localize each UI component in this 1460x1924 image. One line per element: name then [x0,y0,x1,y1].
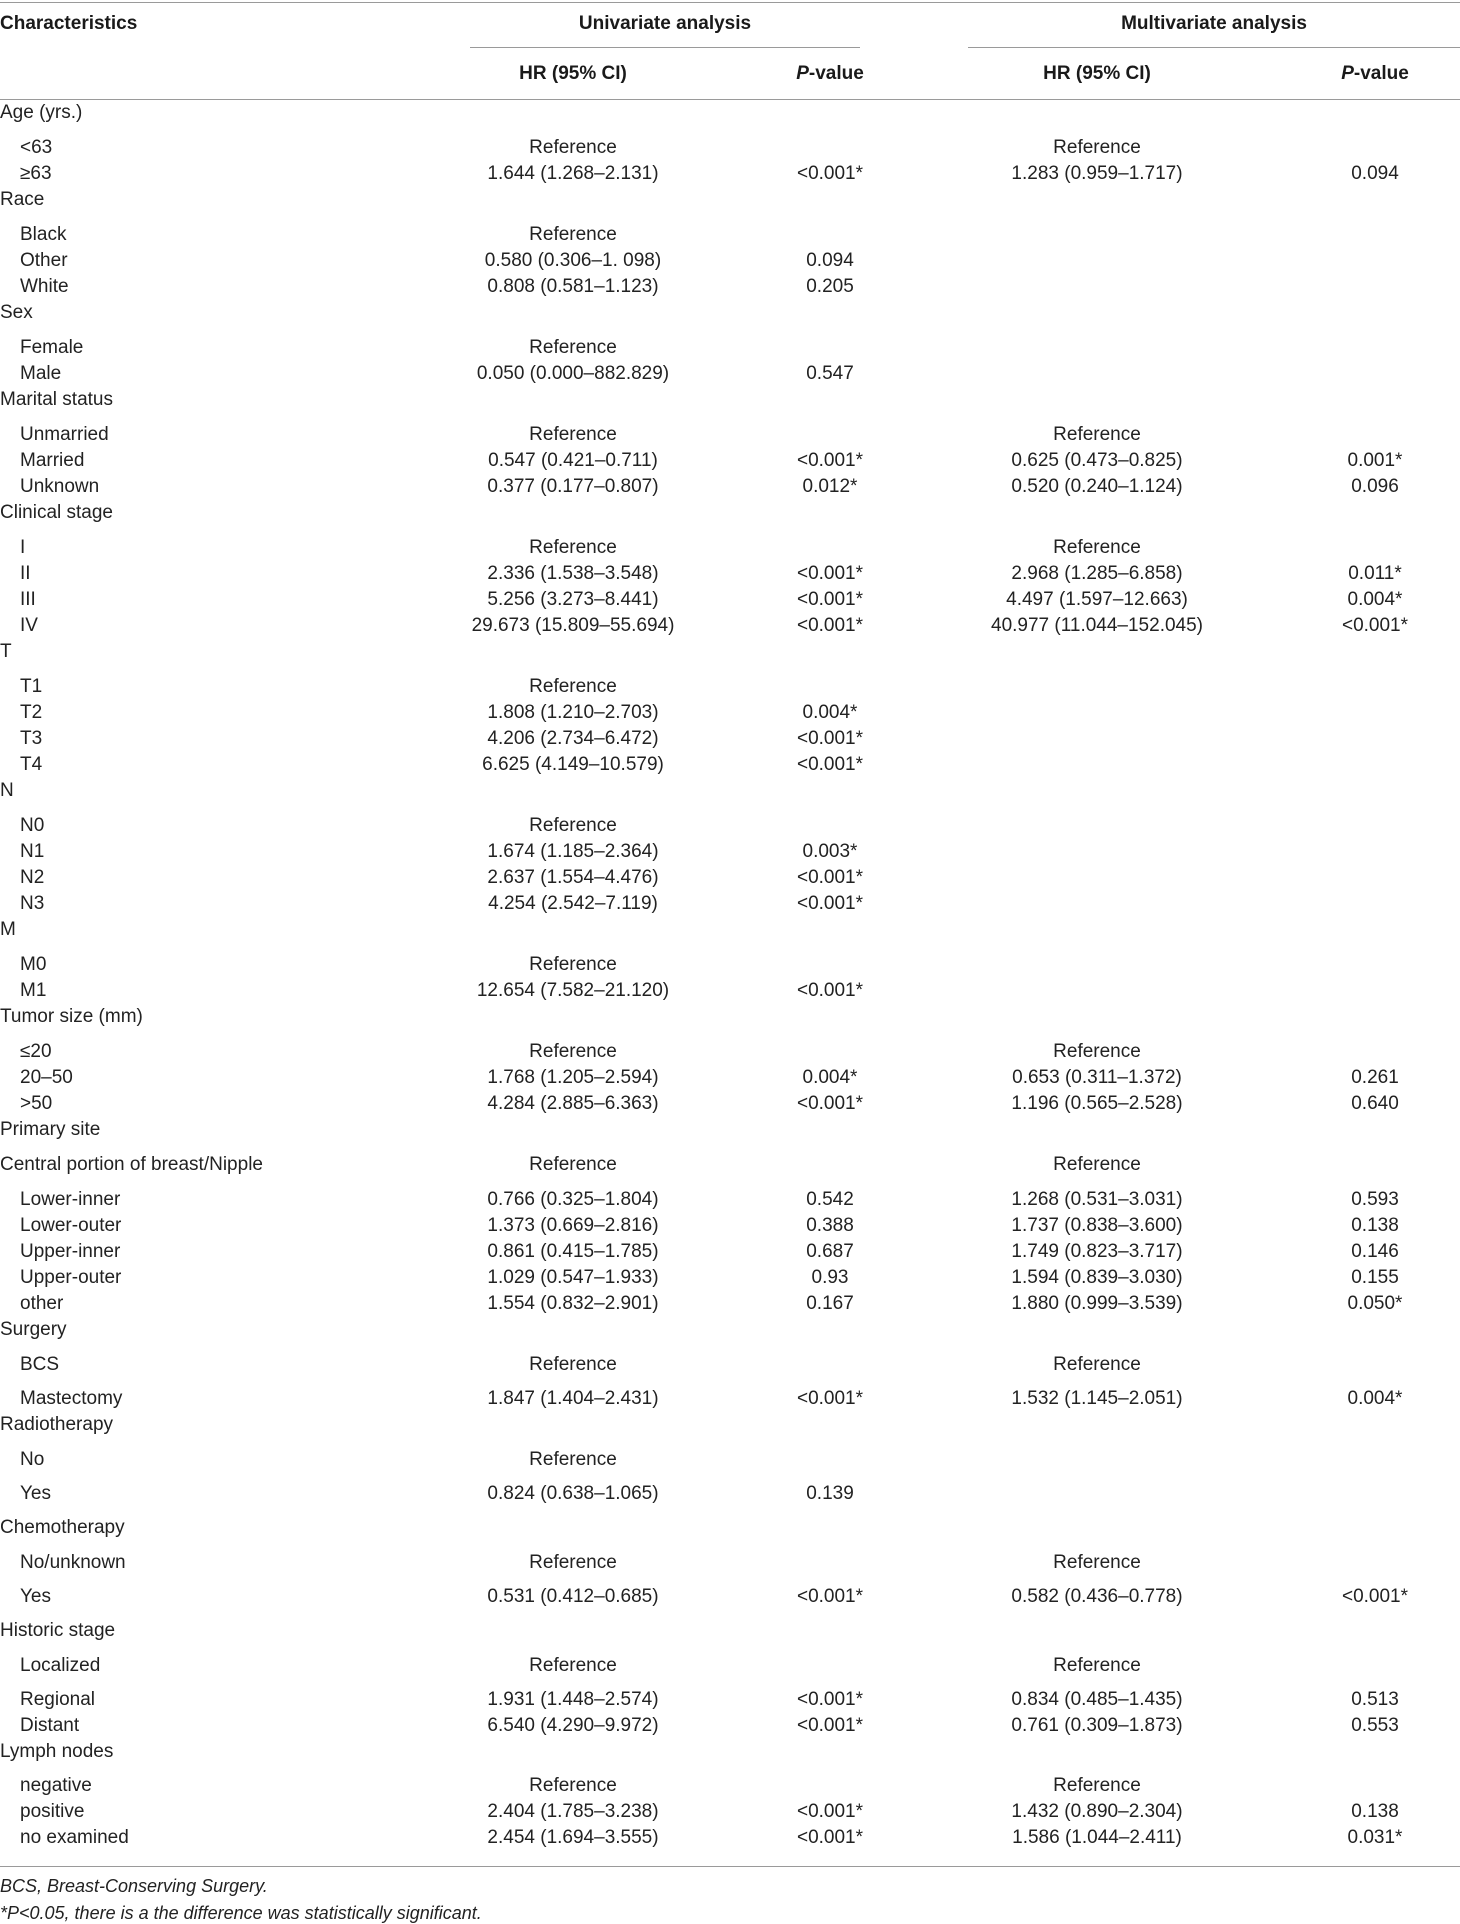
row-sublabel: IV [20,615,38,636]
row-label: M [0,919,16,940]
row-sublabel: no examined [20,1827,129,1848]
univariate-p: 0.003* [802,841,858,862]
univariate-hr: Reference [529,954,617,975]
univariate-hr: Reference [529,337,617,358]
row-sublabel: Mastectomy [20,1388,123,1409]
univariate-p: <0.001* [796,754,864,775]
univariate-hr: 5.256 (3.273–8.441) [487,589,659,610]
row-label: Central portion of breast/Nipple [0,1154,263,1175]
row-sublabel: III [20,589,36,610]
multivariate-hr: 1.283 (0.959–1.717) [1011,163,1183,184]
univariate-p: <0.001* [796,450,864,471]
row-sublabel: ≤20 [20,1041,52,1062]
univariate-hr: 2.404 (1.785–3.238) [487,1801,659,1822]
row-sublabel: No/unknown [20,1552,126,1573]
multivariate-p: <0.001* [1341,615,1409,636]
univariate-hr: 4.284 (2.885–6.363) [487,1093,659,1114]
row-sublabel: T1 [20,676,43,697]
univariate-p: 0.542 [806,1189,854,1210]
row-sublabel: Upper-inner [20,1241,121,1262]
multivariate-hr: Reference [1053,1775,1141,1796]
multivariate-p: 0.001* [1347,450,1403,471]
row-sublabel: Yes [20,1586,51,1607]
multivariate-hr: 0.520 (0.240–1.124) [1011,476,1183,497]
univariate-hr: 1.644 (1.268–2.131) [487,163,659,184]
univariate-hr: 1.808 (1.210–2.703) [487,702,659,723]
univariate-hr: 1.931 (1.448–2.574) [487,1689,659,1710]
multivariate-hr: 0.582 (0.436–0.778) [1011,1586,1183,1607]
row-sublabel: White [20,276,69,297]
univariate-hr: Reference [529,1552,617,1573]
row-sublabel: N1 [20,841,45,862]
univariate-p: <0.001* [796,615,864,636]
row-sublabel: positive [20,1801,85,1822]
row-label: Primary site [0,1119,101,1140]
univariate-p: <0.001* [796,1093,864,1114]
univariate-hr: 0.808 (0.581–1.123) [487,276,659,297]
multivariate-hr: Reference [1053,1354,1141,1375]
row-label: T [0,641,12,662]
multivariate-hr: Reference [1053,1041,1141,1062]
univariate-p: 0.004* [802,702,858,723]
univariate-p: 0.004* [802,1067,858,1088]
univariate-p: 0.167 [806,1293,854,1314]
univariate-hr: 4.206 (2.734–6.472) [487,728,659,749]
univariate-p: <0.001* [796,1827,864,1848]
multivariate-p: 0.640 [1351,1093,1399,1114]
univariate-hr: 1.373 (0.669–2.816) [487,1215,659,1236]
univariate-p: 0.139 [806,1483,854,1504]
univariate-rule [470,47,860,48]
univariate-hr: Reference [529,1775,617,1796]
multivariate-p: 0.011* [1348,563,1402,584]
univariate-hr: Reference [529,1354,617,1375]
row-sublabel: T3 [20,728,43,749]
univariate-hr: 0.824 (0.638–1.065) [487,1483,659,1504]
multivariate-p: 0.050* [1347,1293,1403,1314]
table-bottom-rule [0,1866,1460,1867]
univariate-p: <0.001* [796,589,864,610]
multivariate-p: <0.001* [1341,1586,1409,1607]
univariate-hr: Reference [529,1449,617,1470]
row-label: Surgery [0,1319,67,1340]
univariate-p: <0.001* [796,867,864,888]
row-label: Lymph nodes [0,1741,114,1762]
univariate-p: <0.001* [796,728,864,749]
multivariate-hr: 1.749 (0.823–3.717) [1011,1241,1183,1262]
multivariate-p: 0.138 [1351,1215,1399,1236]
multivariate-hr: 0.834 (0.485–1.435) [1011,1689,1183,1710]
univariate-hr: 0.377 (0.177–0.807) [487,476,659,497]
univariate-hr: 4.254 (2.542–7.119) [488,893,658,914]
multivariate-hr: 0.625 (0.473–0.825) [1011,450,1183,471]
univariate-p: <0.001* [796,893,864,914]
row-label: Race [0,189,45,210]
univariate-hr: 2.637 (1.554–4.476) [487,867,659,888]
multivariate-hr: 1.594 (0.839–3.030) [1011,1267,1183,1288]
multivariate-hr: 1.268 (0.531–3.031) [1011,1189,1183,1210]
univariate-hr: 0.547 (0.421–0.711) [488,450,658,471]
univariate-p: 0.687 [806,1241,854,1262]
univariate-hr: Reference [529,815,617,836]
univariate-p: <0.001* [796,1715,864,1736]
univariate-hr: 2.454 (1.694–3.555) [487,1827,659,1848]
row-sublabel: Black [20,224,67,245]
row-label: Chemotherapy [0,1517,125,1538]
univariate-hr: 12.654 (7.582–21.120) [476,980,670,1001]
univariate-hr: Reference [529,424,617,445]
multivariate-p: 0.004* [1347,589,1403,610]
header-multi-hr: HR (95% CI) [1043,63,1151,84]
multivariate-hr: 1.586 (1.044–2.411) [1012,1827,1182,1848]
header-multi-p [1290,63,1460,85]
row-sublabel: negative [20,1775,92,1796]
multivariate-hr: 1.737 (0.838–3.600) [1011,1215,1183,1236]
p-suffix: -value [1353,63,1409,84]
univariate-hr: Reference [529,1655,617,1676]
multivariate-rule [968,47,1460,48]
multivariate-hr: 4.497 (1.597–12.663) [1006,589,1188,610]
row-label: Age (yrs.) [0,102,83,123]
row-sublabel: M1 [20,980,47,1001]
multivariate-hr: Reference [1053,1655,1141,1676]
univariate-p: <0.001* [796,163,864,184]
univariate-p: 0.388 [806,1215,854,1236]
row-sublabel: Lower-outer [20,1215,122,1236]
header-multivariate: Multivariate analysis [1121,13,1307,34]
univariate-p: <0.001* [796,1388,864,1409]
row-sublabel: <63 [20,137,53,158]
univariate-hr: 0.766 (0.325–1.804) [487,1189,659,1210]
univariate-p: <0.001* [796,563,864,584]
univariate-hr: 1.674 (1.185–2.364) [487,841,659,862]
row-sublabel: ≥63 [20,163,52,184]
univariate-p: <0.001* [796,1689,864,1710]
multivariate-hr: 1.196 (0.565–2.528) [1011,1093,1183,1114]
univariate-hr: Reference [529,537,617,558]
univariate-hr: 0.580 (0.306–1. 098) [484,250,662,271]
multivariate-p: 0.096 [1351,476,1399,497]
footnote-bcs: BCS, Breast-Conserving Surgery. [0,1876,268,1896]
row-sublabel: N3 [20,893,45,914]
multivariate-hr: Reference [1053,1154,1141,1175]
univariate-p: <0.001* [796,1586,864,1607]
multivariate-p: 0.261 [1351,1067,1399,1088]
row-sublabel: T2 [20,702,43,723]
univariate-p: 0.012* [802,476,858,497]
univariate-hr: 1.029 (0.547–1.933) [487,1267,659,1288]
row-label: Tumor size (mm) [0,1006,143,1027]
row-sublabel: Lower-inner [20,1189,121,1210]
multivariate-hr: 0.653 (0.311–1.372) [1012,1067,1182,1088]
multivariate-p: 0.593 [1351,1189,1399,1210]
univariate-hr: 2.336 (1.538–3.548) [487,563,659,584]
multivariate-hr: 1.880 (0.999–3.539) [1011,1293,1183,1314]
multivariate-p: 0.553 [1351,1715,1399,1736]
row-label: N [0,780,14,801]
univariate-hr: 0.861 (0.415–1.785) [487,1241,659,1262]
univariate-hr: Reference [529,1154,617,1175]
multivariate-hr: 1.532 (1.145–2.051) [1011,1388,1183,1409]
row-sublabel: Male [20,363,62,384]
p-suffix: -value [808,63,864,84]
multivariate-hr: 1.432 (0.890–2.304) [1011,1801,1183,1822]
row-sublabel: Distant [20,1715,80,1736]
univariate-hr: Reference [529,224,617,245]
p-italic: P [1341,63,1354,84]
row-label: Clinical stage [0,502,113,523]
multivariate-p: 0.094 [1351,163,1399,184]
row-sublabel: Regional [20,1689,95,1710]
row-label: Sex [0,302,33,323]
univariate-p: 0.93 [811,1267,849,1288]
header-uni-hr: HR (95% CI) [519,63,627,84]
univariate-hr: Reference [529,676,617,697]
row-sublabel: I [20,537,26,558]
row-sublabel: II [20,563,31,584]
univariate-hr: 0.050 (0.000–882.829) [476,363,670,384]
row-sublabel: Localized [20,1655,101,1676]
row-sublabel: Unmarried [20,424,109,445]
row-sublabel: BCS [20,1354,60,1375]
row-label: Marital status [0,389,113,410]
univariate-hr: Reference [529,137,617,158]
row-sublabel: Female [20,337,84,358]
row-sublabel: other [20,1293,64,1314]
header-uni-p [760,63,900,85]
univariate-p: 0.094 [806,250,854,271]
multivariate-hr: Reference [1053,537,1141,558]
header-characteristics: Characteristics [0,13,138,34]
univariate-hr: 1.847 (1.404–2.431) [487,1388,659,1409]
multivariate-hr: 2.968 (1.285–6.858) [1011,563,1183,584]
multivariate-p: 0.155 [1351,1267,1399,1288]
row-sublabel: Upper-outer [20,1267,122,1288]
row-sublabel: >50 [20,1093,53,1114]
row-label: Historic stage [0,1620,116,1641]
univariate-p: 0.547 [806,363,854,384]
multivariate-p: 0.031* [1347,1827,1403,1848]
univariate-hr: 1.554 (0.832–2.901) [487,1293,659,1314]
multivariate-hr: Reference [1053,424,1141,445]
multivariate-hr: 40.977 (11.044–152.045) [991,615,1203,636]
univariate-hr: 0.531 (0.412–0.685) [487,1586,659,1607]
multivariate-hr: Reference [1053,137,1141,158]
p-italic: P [796,63,809,84]
row-sublabel: T4 [20,754,43,775]
row-sublabel: N2 [20,867,45,888]
top-rule [0,2,1460,3]
multivariate-p: 0.513 [1351,1689,1399,1710]
multivariate-p: 0.138 [1351,1801,1399,1822]
multivariate-p: 0.146 [1351,1241,1399,1262]
row-sublabel: M0 [20,954,47,975]
row-sublabel: Unknown [20,476,100,497]
univariate-hr: 29.673 (15.809–55.694) [471,615,675,636]
multivariate-hr: Reference [1053,1552,1141,1573]
header-univariate: Univariate analysis [578,13,752,34]
univariate-hr: 6.625 (4.149–10.579) [482,754,664,775]
footnote-significance: *P<0.05, there is a the difference was statistically significant. [0,1903,482,1923]
multivariate-hr: 0.761 (0.309–1.873) [1011,1715,1183,1736]
univariate-hr: 6.540 (4.290–9.972) [487,1715,659,1736]
row-sublabel: Other [20,250,68,271]
multivariate-p: 0.004* [1347,1388,1403,1409]
header-bottom-rule [0,99,1460,100]
univariate-p: <0.001* [796,1801,864,1822]
row-label: Radiotherapy [0,1414,114,1435]
univariate-p: <0.001* [796,980,864,1001]
row-sublabel: No [20,1449,45,1470]
row-sublabel: Yes [20,1483,51,1504]
univariate-p: 0.205 [806,276,854,297]
univariate-hr: Reference [529,1041,617,1062]
row-sublabel: 20–50 [20,1067,73,1088]
univariate-hr: 1.768 (1.205–2.594) [487,1067,659,1088]
row-sublabel: Married [20,450,85,471]
row-sublabel: N0 [20,815,45,836]
